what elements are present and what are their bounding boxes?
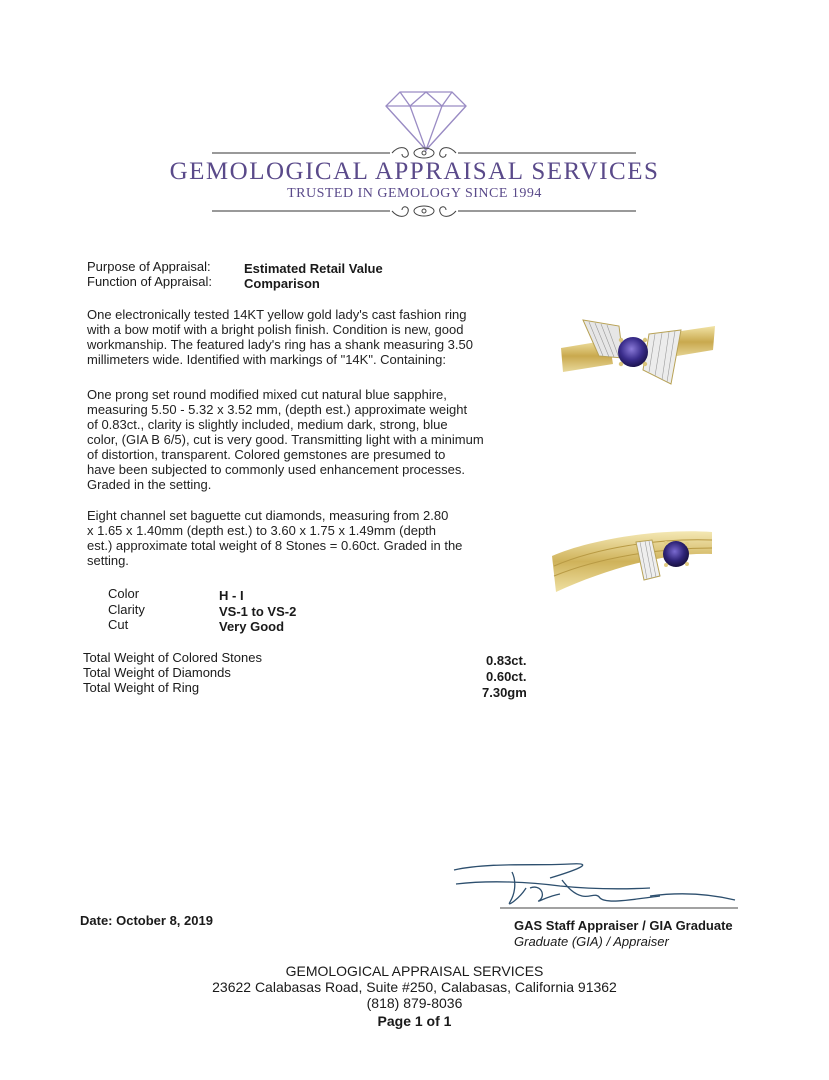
diamond-logo-icon — [384, 88, 468, 152]
company-title: GEMOLOGICAL APPRAISAL SERVICES — [169, 158, 660, 185]
description-line: of distortion, transparent. Colored gemstones are presumed to — [87, 447, 446, 462]
purpose-value: Estimated Retail Value — [244, 261, 383, 276]
purpose-label: Purpose of Appraisal: — [87, 259, 211, 274]
description-line: Eight channel set baguette cut diamonds, measuring from 2.80 — [87, 508, 449, 523]
description-line: color, (GIA B 6/5), cut is very good. Transmitting light with a minimum — [87, 432, 484, 447]
ring-photo-top — [553, 312, 719, 390]
total-diamonds-value: 0.60ct. — [486, 669, 527, 684]
description-paragraph-3 — [87, 508, 462, 568]
total-colored-stones-value: 0.83ct. — [486, 653, 527, 668]
description-line: millimeters wide. Identified with markings of "14K". Containing: — [87, 352, 446, 367]
footer-address: 23622 Calabasas Road, Suite #250, Calabasas, California 91362 — [212, 979, 617, 995]
total-colored-stones-label: Total Weight of Colored Stones — [83, 650, 262, 665]
bottom-ornament-divider — [212, 202, 636, 220]
total-diamonds-label: Total Weight of Diamonds — [83, 665, 231, 680]
grading-color-value: H - I — [219, 588, 244, 603]
company-tagline: TRUSTED IN GEMOLOGY SINCE 1994 — [287, 186, 542, 201]
description-line: of 0.83ct., clarity is slightly included, medium dark, strong, blue — [87, 417, 448, 432]
ring-photo-angled — [548, 518, 716, 596]
description-line: setting. — [87, 553, 129, 568]
description-line: est.) approximate total weight of 8 Stones = 0.60ct. Graded in the — [87, 538, 463, 553]
description-line: One electronically tested 14KT yellow gold lady's cast fashion ring — [87, 307, 467, 322]
grading-clarity-label: Clarity — [108, 602, 145, 617]
description-line: One prong set round modified mixed cut natural blue sapphire, — [87, 387, 447, 402]
description-line: Graded in the setting. — [87, 477, 212, 492]
grading-cut-label: Cut — [108, 617, 129, 632]
description-line: have been subjected to commonly used enhancement processes. — [87, 462, 465, 477]
appraiser-title: GAS Staff Appraiser / GIA Graduate — [514, 918, 733, 933]
total-ring-weight-label: Total Weight of Ring — [83, 680, 200, 695]
appraiser-credentials: Graduate (GIA) / Appraiser — [514, 934, 669, 949]
description-line: measuring 5.50 - 5.32 x 3.52 mm, (depth est.) approximate weight — [87, 402, 468, 417]
description-line: x 1.65 x 1.40mm (depth est.) to 3.60 x 1.75 x 1.49mm (depth — [87, 523, 437, 538]
function-value: Comparison — [244, 276, 320, 291]
description-line: workmanship. The featured lady's ring has a shank measuring 3.50 — [87, 337, 473, 352]
page-number: Page 1 of 1 — [377, 1013, 452, 1029]
appraisal-date: Date: October 8, 2019 — [80, 913, 213, 928]
description-paragraph-1 — [87, 307, 473, 367]
total-ring-weight-value: 7.30gm — [482, 685, 527, 700]
grading-color-label: Color — [108, 586, 140, 601]
footer-phone: (818) 879-8036 — [366, 995, 463, 1011]
description-line: with a bow motif with a bright polish finish. Condition is new, good — [87, 322, 464, 337]
description-paragraph-2 — [87, 387, 484, 492]
grading-clarity-value: VS-1 to VS-2 — [219, 604, 297, 619]
footer-company-name: GEMOLOGICAL APPRAISAL SERVICES — [285, 963, 544, 979]
appraiser-signature — [450, 858, 740, 914]
grading-cut-value: Very Good — [219, 619, 285, 634]
function-label: Function of Appraisal: — [87, 274, 213, 289]
